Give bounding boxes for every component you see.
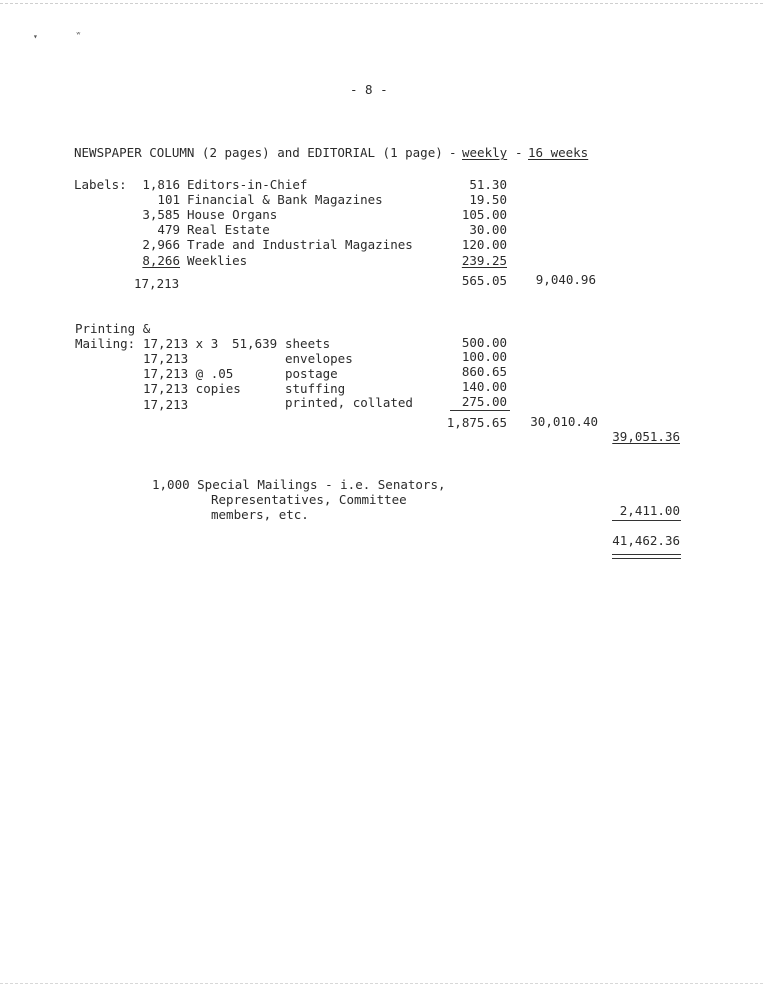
printing-description: postage (285, 366, 338, 381)
printing-quantity: 17,213 @ .05 (143, 366, 234, 381)
label-count: 8,266 (142, 253, 180, 268)
scan-edge-bottom (0, 983, 763, 984)
label-description: Editors-in-Chief (187, 177, 308, 192)
label-count: 1,816 (142, 177, 180, 192)
page-number: - 8 - (350, 82, 388, 97)
special-mailings-line: members, etc. (211, 507, 309, 522)
scan-speck: ▾ (33, 32, 38, 41)
double-rule-top (612, 554, 681, 555)
printing-section-label: Printing & (75, 321, 151, 336)
scan-edge-top (0, 3, 763, 4)
printing-sheet-count: 51,639 (232, 336, 278, 351)
label-count: 101 (157, 192, 180, 207)
printing-amount: 860.65 (461, 364, 507, 379)
subtotal-rule (450, 410, 510, 411)
printing-description: sheets (285, 336, 331, 351)
heading-title: NEWSPAPER COLUMN (2 pages) and EDITORIAL (1 page) (74, 145, 443, 160)
label-amount: 30.00 (469, 222, 507, 237)
total-rule (612, 520, 681, 521)
scan-speck: ʷ (76, 30, 81, 39)
labels-subtotal: 565.05 (461, 273, 507, 288)
grand-total: 41,462.36 (612, 533, 680, 548)
labels-extended: 9,040.96 (535, 272, 596, 287)
label-description: Real Estate (187, 222, 270, 237)
printing-amount: 500.00 (461, 335, 507, 350)
printing-amount: 140.00 (461, 379, 507, 394)
printing-quantity: 17,213 copies (143, 381, 241, 396)
running-total: 39,051.36 (612, 429, 680, 444)
label-count: 2,966 (142, 237, 180, 252)
printing-description: printed, collated (285, 395, 413, 410)
label-amount: 239.25 (461, 253, 507, 268)
heading-separator: - (515, 145, 523, 160)
label-description: Financial & Bank Magazines (187, 192, 383, 207)
label-count: 3,585 (142, 207, 180, 222)
heading-duration: 16 weeks (528, 145, 589, 160)
label-description: House Organs (187, 207, 278, 222)
printing-extended: 30,010.40 (530, 414, 598, 429)
printing-quantity: 17,213 (143, 397, 189, 412)
printing-description: envelopes (285, 351, 353, 366)
double-rule-bottom (612, 558, 681, 559)
printing-quantity: 17,213 x 3 (143, 336, 219, 351)
printing-section-label: Mailing: (75, 336, 136, 351)
printing-amount: 100.00 (461, 349, 507, 364)
labels-total-count: 17,213 (134, 276, 180, 291)
printing-description: stuffing (285, 381, 346, 396)
printing-amount: 275.00 (461, 394, 507, 409)
printing-subtotal: 1,875.65 (446, 415, 507, 430)
label-amount: 120.00 (461, 237, 507, 252)
label-amount: 105.00 (461, 207, 507, 222)
printing-quantity: 17,213 (143, 351, 189, 366)
special-mailings-line: 1,000 Special Mailings - i.e. Senators, (152, 477, 446, 492)
labels-section-label: Labels: (74, 177, 127, 192)
special-mailings-amount: 2,411.00 (619, 503, 680, 518)
heading-separator: - (449, 145, 457, 160)
heading-weekly: weekly (462, 145, 508, 160)
label-amount: 19.50 (469, 192, 507, 207)
label-description: Weeklies (187, 253, 248, 268)
label-amount: 51.30 (469, 177, 507, 192)
label-count: 479 (157, 222, 180, 237)
special-mailings-line: Representatives, Committee (211, 492, 407, 507)
label-description: Trade and Industrial Magazines (187, 237, 413, 252)
